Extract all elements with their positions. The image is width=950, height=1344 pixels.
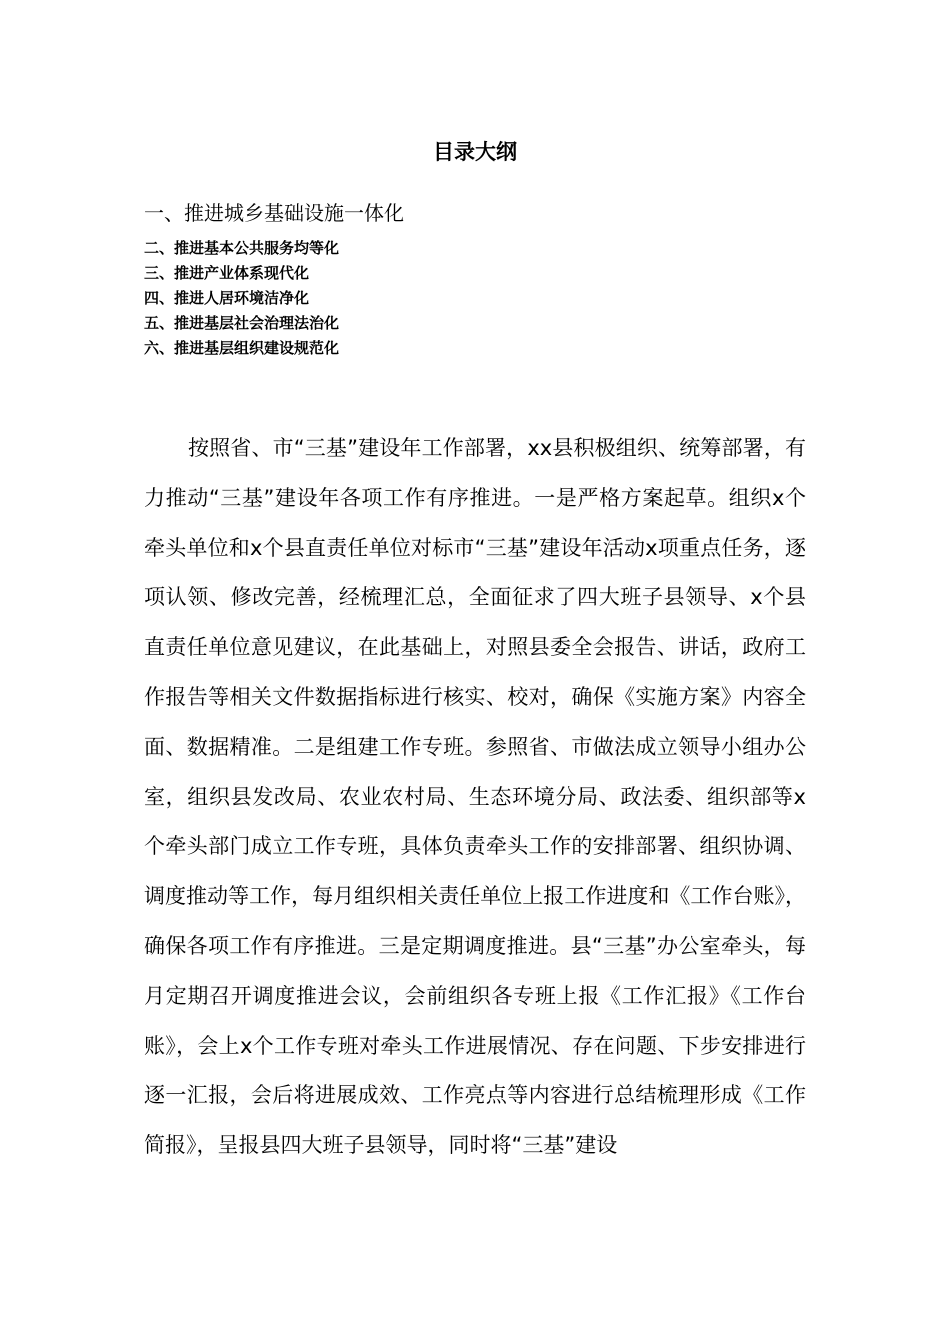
toc-item-3: 三、推进产业体系现代化: [144, 264, 310, 282]
table-of-contents: [144, 198, 824, 361]
toc-item-5: 五、推进基层社会治理法治化: [144, 314, 340, 332]
page-title: 目录大纲: [433, 140, 517, 164]
toc-item-4: 四、推进人居环境洁净化: [144, 289, 310, 307]
toc-item-2: 二、推进基本公共服务均等化: [144, 239, 340, 257]
body-paragraph: 按照省、市“三基”建设年工作部署，xx县积极组织、统筹部署，有力推动“三基”建设年各项工作有序推进。一是严格方案起草。组织x个牵头单位和x个县直责任单位对标市“三基”建设年活动x项重点任务，逐项认领、修改完善，经梳理汇总，全面征求了四大班子县领导、x个县直责任单位意见建议，在此基础上，对照县委全会报告、讲话，政府工作报告等相关文件数据指标进行核实、校对，确保《实施方案》内容全面、数据精准。二是组建工作专班。参照省、市做法成立领导小组办公室，组织县发改局、农业农村局、生态环境分局、政法委、组织部等x个牵头部门成立工作专班，具体负责牵头工作的安排部署、组织协调、调度推动等工作，每月组织相关责任单位上报工作进度和《工作台账》，确保各项工作有序推进。三是定期调度推进。县“三基”办公室牵头，每月定期召开调度推进会议，会前组织各专班上报《工作汇报》《工作台账》，会上x个工作专班对牵头工作进展情况、存在问题、下步安排进行逐一汇报，会后将进展成效、工作亮点等内容进行总结梳理形成《工作简报》，呈报县四大班子县领导，同时将“三基”建设: [144, 436, 806, 1158]
toc-item-6: 六、推进基层组织建设规范化: [144, 339, 340, 357]
toc-item-1: 一、推进城乡基础设施一体化: [144, 201, 404, 225]
